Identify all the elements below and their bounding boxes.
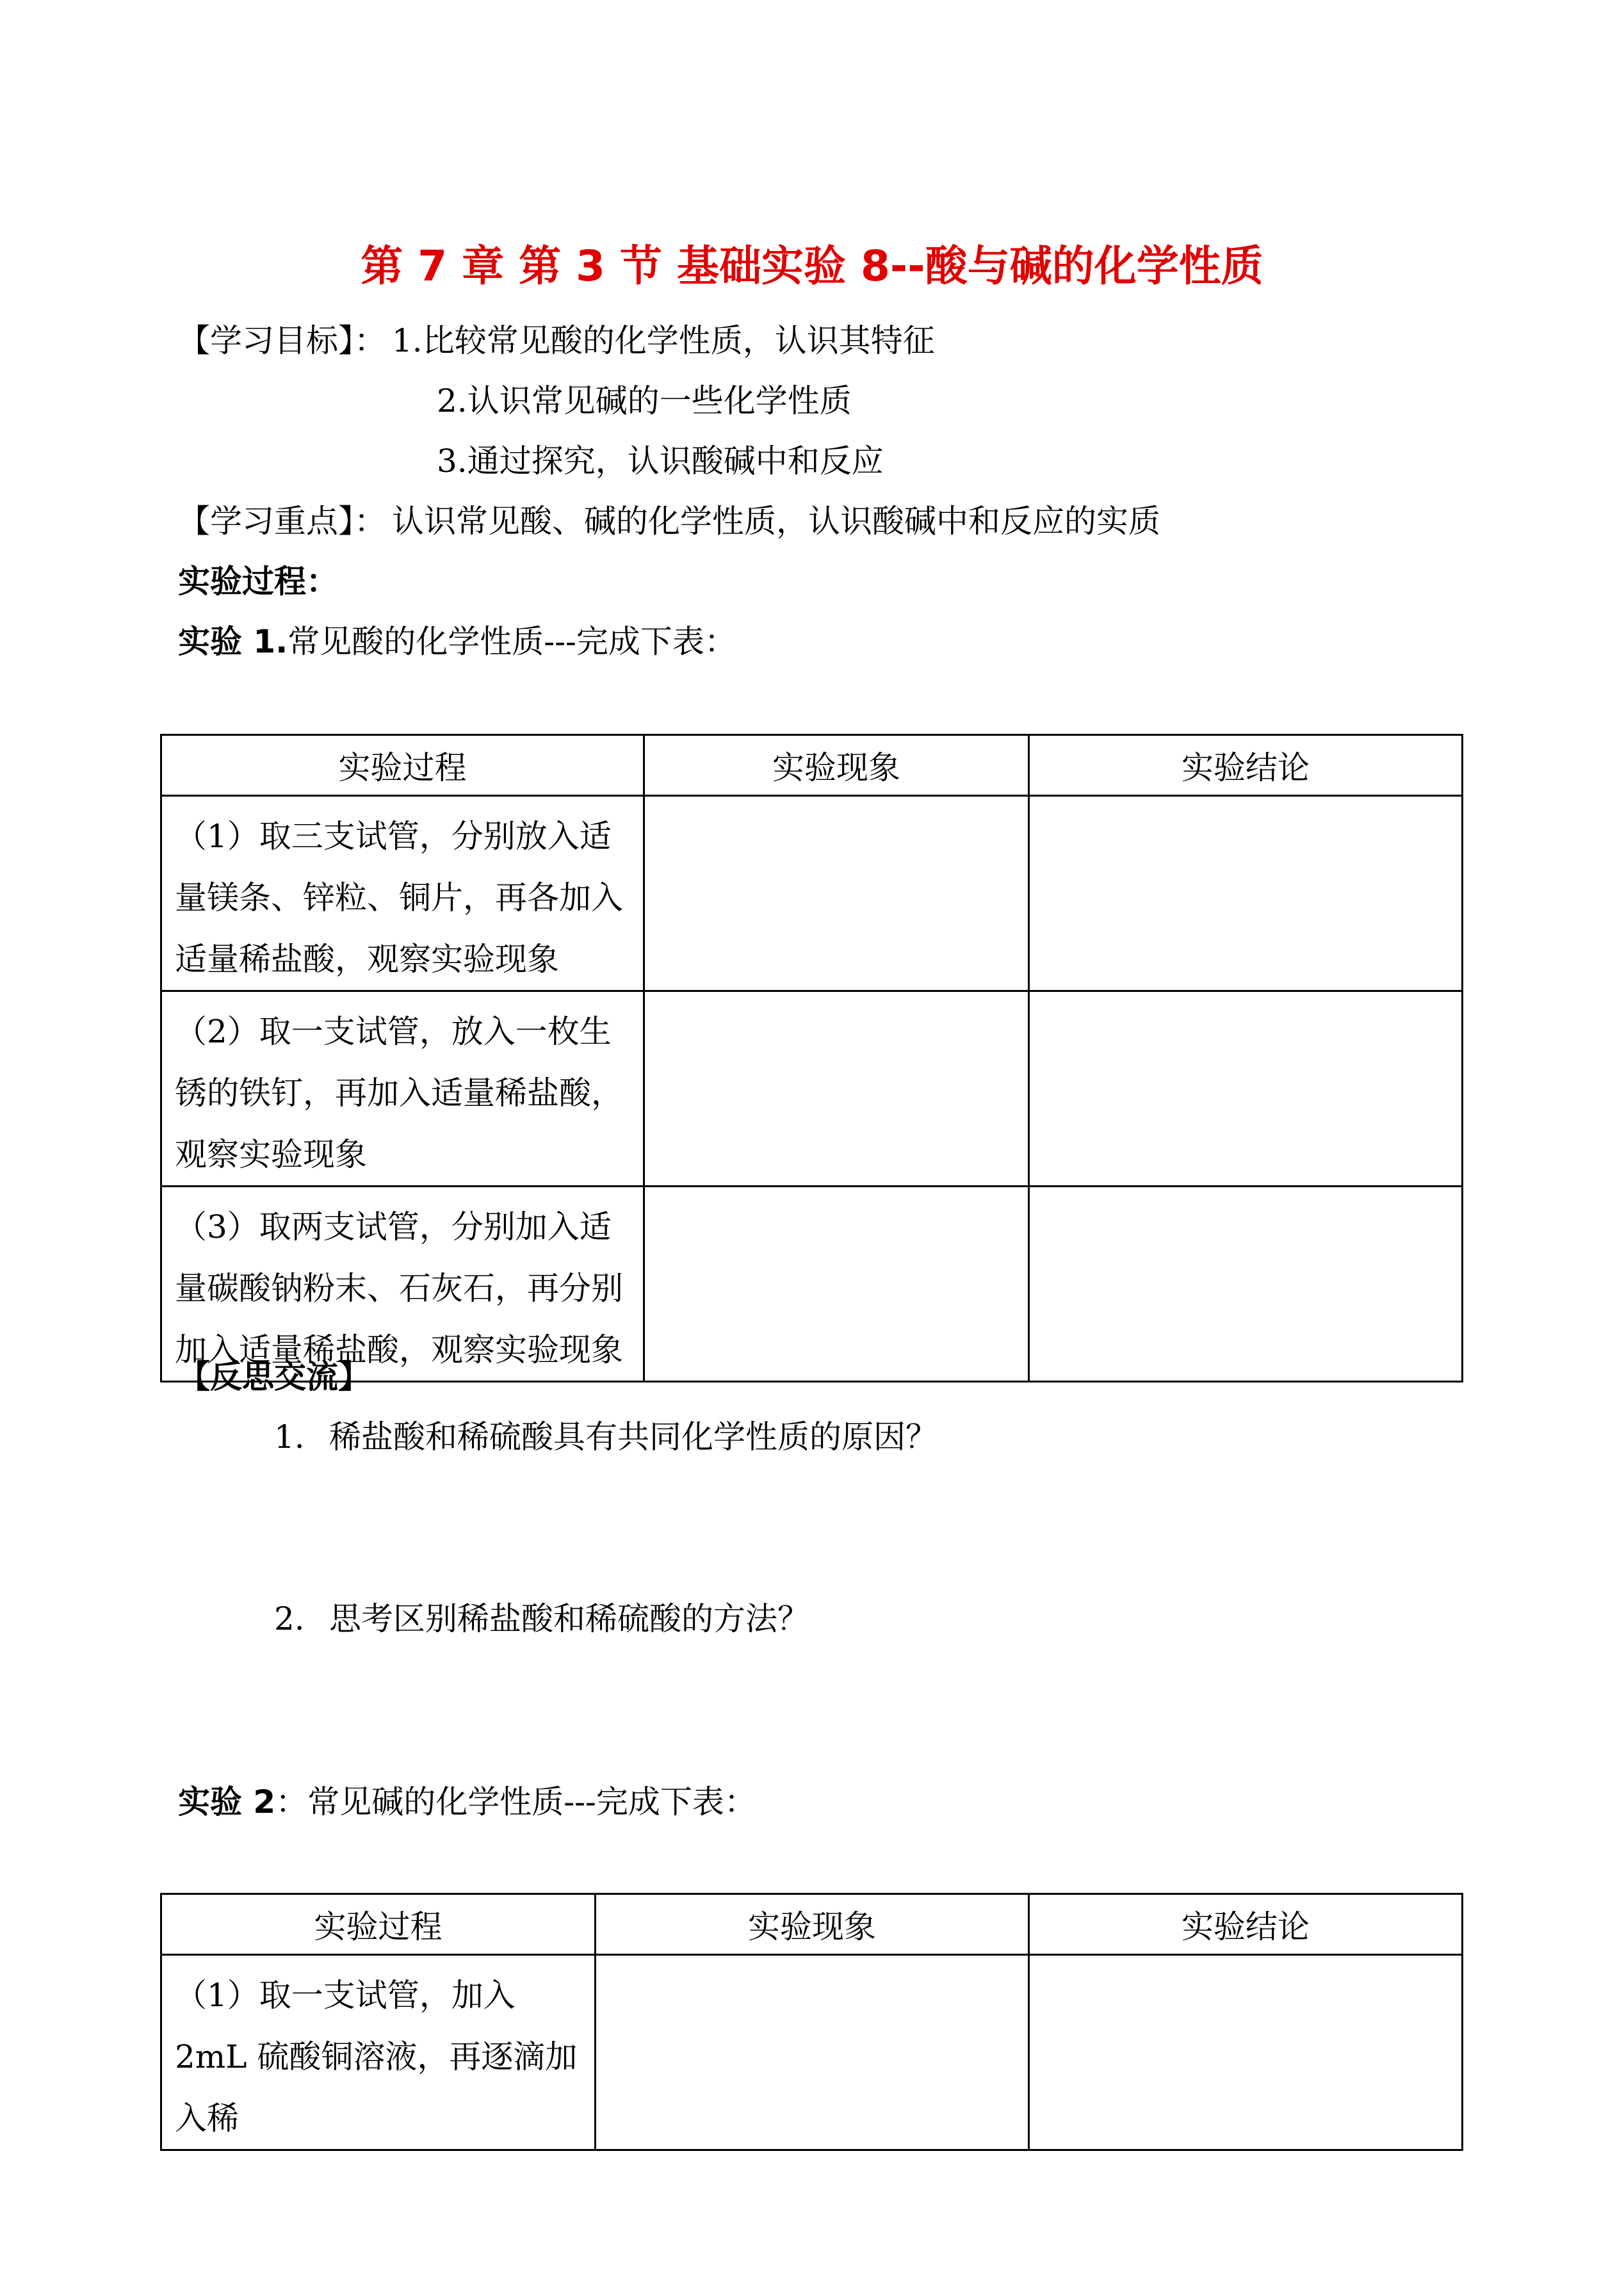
experiment2-heading-bold: 实验 2 (178, 1783, 276, 1821)
reflection-heading: 【反思交流】 (178, 1358, 370, 1395)
objective-item-1: 1.比较常见酸的化学性质，认识其特征 (392, 322, 935, 359)
process-cell (161, 1955, 596, 2150)
table-header-row (161, 735, 1463, 796)
table-row (161, 1187, 1463, 1382)
experiment1-heading-bold: 实验 1. (178, 623, 288, 660)
objective-item-2: 2.认识常见碱的一些化学性质 (437, 382, 852, 419)
column-header-process: 实验过程 (161, 1894, 596, 1955)
column-header-phenomenon: 实验现象 (644, 735, 1029, 796)
process-cell (161, 1187, 644, 1382)
question-text-1: 稀盐酸和稀硫酸具有共同化学性质的原因？ (329, 1418, 938, 1456)
process-cell (161, 991, 644, 1187)
process-heading: 实验过程： (178, 563, 338, 600)
conclusion-cell[interactable] (1029, 796, 1463, 991)
process-text: （1）取三支试管，分别放入适量镁条、锌粒、铜片，再各加入适量稀盐酸，观察实验现象 (175, 818, 623, 978)
table-row (161, 991, 1463, 1187)
conclusion-cell[interactable] (1029, 1187, 1463, 1382)
process-cell (161, 796, 644, 991)
question-number-2: 2. (274, 1600, 305, 1637)
table-header-row (161, 1894, 1463, 1955)
conclusion-cell[interactable] (1029, 1955, 1463, 2150)
question-text-2: 思考区别稀盐酸和稀硫酸的方法？ (329, 1600, 809, 1637)
column-header-process: 实验过程 (161, 735, 644, 796)
objectives-label: 【学习目标】： (178, 322, 386, 359)
objective-item-3: 3.通过探究，认识酸碱中和反应 (437, 442, 884, 480)
process-text: （2）取一支试管，放入一枚生锈的铁钉，再加入适量稀盐酸，观察实验现象 (175, 1013, 623, 1173)
conclusion-cell[interactable] (1029, 991, 1463, 1187)
focus-label: 【学习重点】： (178, 503, 386, 540)
question-number-1: 1. (274, 1418, 305, 1456)
process-text: （3）取两支试管，分别加入适量碳酸钠粉末、石灰石，再分别加入适量稀盐酸，观察实验现象 (175, 1208, 623, 1368)
experiment1-heading-rest: 常见酸的化学性质---完成下表： (288, 623, 736, 660)
table-row (161, 796, 1463, 991)
page-title: 第 7 章 第 3 节 基础实验 8--酸与碱的化学性质 (361, 241, 1263, 291)
column-header-conclusion: 实验结论 (1029, 735, 1463, 796)
table-row (161, 1955, 1463, 2150)
experiment2-heading-rest: ：常见碱的化学性质---完成下表： (275, 1783, 756, 1821)
column-header-conclusion: 实验结论 (1029, 1894, 1463, 1955)
phenomenon-cell[interactable] (644, 1187, 1029, 1382)
phenomenon-cell[interactable] (644, 991, 1029, 1187)
experiment2-table (160, 1893, 1463, 2151)
column-header-phenomenon: 实验现象 (596, 1894, 1029, 1955)
experiment1-table (160, 734, 1463, 1383)
phenomenon-cell[interactable] (644, 796, 1029, 991)
focus-text: 认识常见酸、碱的化学性质，认识酸碱中和反应的实质 (392, 503, 1160, 540)
experiment1-heading (178, 622, 736, 661)
phenomenon-cell[interactable] (596, 1955, 1029, 2150)
process-text: （1）取一支试管，加入 2mL 硫酸铜溶液，再逐滴加入稀 (175, 1977, 578, 2137)
experiment2-heading (178, 1783, 756, 1821)
